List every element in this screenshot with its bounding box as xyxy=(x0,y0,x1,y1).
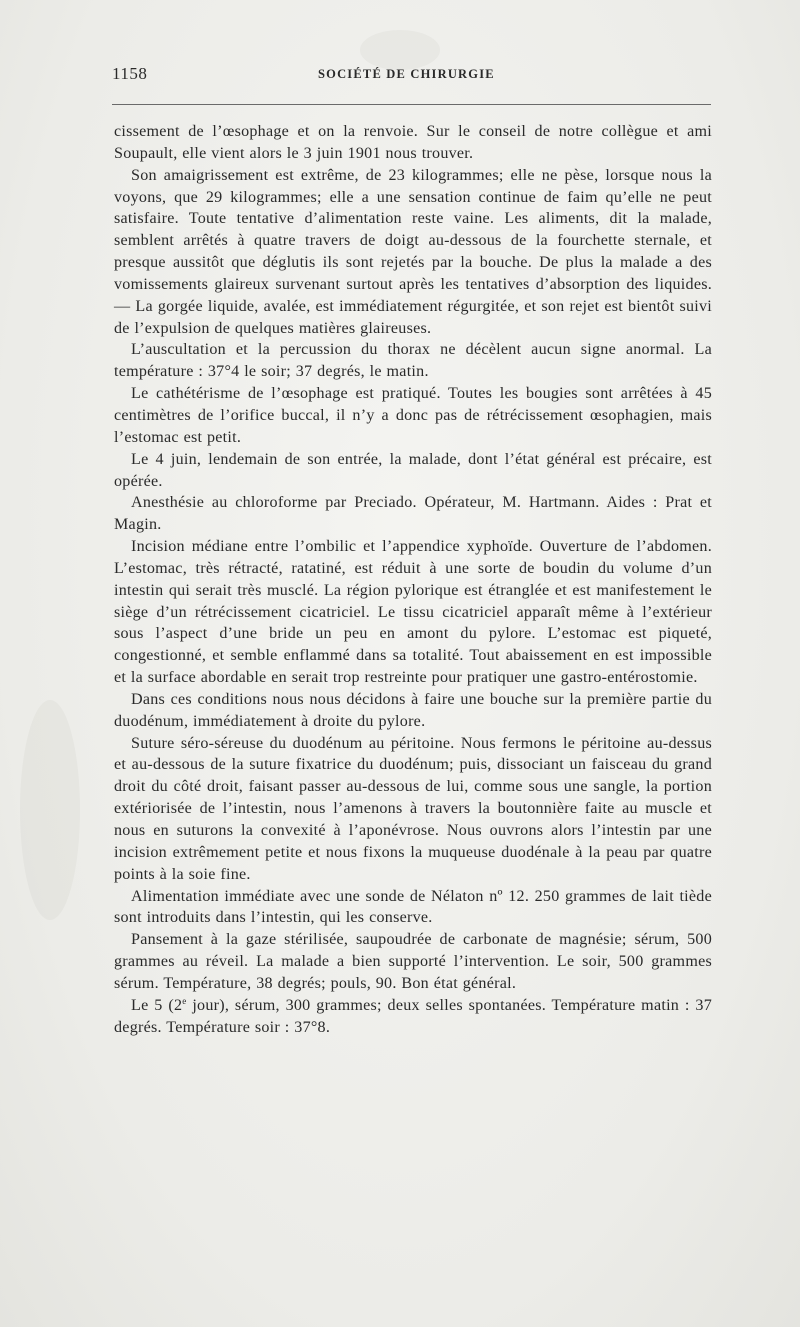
paragraph: L’auscultation et la percussion du thorax ne décèlent aucun signe anormal. La température : 37°4 le soir; 37 degrés, le matin. xyxy=(114,341,712,381)
paragraph: Anesthésie au chloroforme par Preciado. Opérateur, M. Hartmann. Aides : Prat et Magin. xyxy=(114,494,712,534)
paragraph: Son amaigrissement est extrême, de 23 kilogrammes; elle ne pèse, lorsque nous la voyons, que 29 kilogrammes; elle a une sensation continue de faim qu’elle ne peut satisfaire. Toute tentative d’alimentation reste vaine. Les aliments, dit la malade, semblent arrêtés à quatre travers de doigt au-dessous de la fourchette sternale, et presque aussitôt que déglutis ils sont rejetés par la bouche. De plus la malade a des vomissements glaireux survenant surtout après les tentatives d’absorption des liquides. — La gorgée liquide, avalée, est immédiatement régurgitée, et son rejet est bientôt suivi de l’expulsion de quelques matières glaireuses. xyxy=(114,166,712,337)
superscript: e xyxy=(182,995,187,1006)
text-fragment: Le 5 (2 xyxy=(131,996,183,1014)
paragraph: Le 4 juin, lendemain de son entrée, la malade, dont l’état général est précaire, est opérée. xyxy=(114,450,712,490)
paragraph: Le cathétérisme de l’œsophage est pratiqué. Toutes les bougies sont arrêtées à 45 centimètres de l’orifice buccal, il n’y a donc pas de rétrécissement œsophagien, mais l’estomac est petit. xyxy=(114,385,712,446)
page-number: 1158 xyxy=(112,64,148,83)
paragraph: Pansement à la gaze stérilisée, saupoudrée de carbonate de magnésie; sérum, 500 grammes au réveil. La malade a bien supporté l’intervention. Le soir, 500 grammes sérum. Température, 38 degrés; pouls, 90. Bon état général. xyxy=(114,931,712,992)
body-text xyxy=(114,121,712,1038)
paragraph: Incision médiane entre l’ombilic et l’appendice xyphoïde. Ouverture de l’abdomen. L’estomac, très rétracté, ratatiné, est réduit à une sorte de boudin du volume d’un intestin qui serait très musclé. La région pylorique est étranglée et est manifestement le siège d’un rétrécissement cicatriciel. Le tissu cicatriciel apparaît même à l’extérieur sous l’aspect d’une bride un peu en amont du pylore. L’estomac est piqueté, congestionné, et semble enflammé dans sa totalité. Tout abaissement en est impossible et la surface abordable en serait trop restreinte pour pratiquer une gastro-entérostomie. xyxy=(114,538,712,687)
header-rule xyxy=(112,104,711,105)
paragraph: Alimentation immédiate avec une sonde de Nélaton nº 12. 250 grammes de lait tiède sont introduits dans l’intestin, qui les conserve. xyxy=(114,887,712,927)
running-head: SOCIÉTÉ DE CHIRURGIE xyxy=(318,67,495,81)
paragraph-last xyxy=(114,995,712,1039)
paper-stain xyxy=(20,700,80,920)
paragraph: Suture séro-séreuse du duodénum au péritoine. Nous fermons le péritoine au-dessus et au-dessous de la suture fixatrice du duodénum; puis, dissociant un faisceau du grand droit du côté droit, faisant passer au-dessous de lui, comme sous une sangle, la portion extériorisée de l’intestin, nous l’amenons à travers la boutonnière faite au muscle et nous en suturons la convexité à l’aponévrose. Nous ouvrons alors l’intestin par une incision extrêmement petite et nous fixons la muqueuse duodénale à la peau par quatre points à la soie fine. xyxy=(114,734,712,883)
text-fragment: jour), sérum, 300 grammes; deux selles spontanées. Température matin : 37 degrés. Température soir : 37°8. xyxy=(114,996,712,1036)
page-header xyxy=(112,64,712,94)
paragraph: cissement de l’œsophage et on la renvoie. Sur le conseil de notre collègue et ami Soupault, elle vient alors le 3 juin 1901 nous trouver. xyxy=(114,123,712,162)
paragraph: Dans ces conditions nous nous décidons à faire une bouche sur la première partie du duodénum, immédiatement à droite du pylore. xyxy=(114,690,712,730)
